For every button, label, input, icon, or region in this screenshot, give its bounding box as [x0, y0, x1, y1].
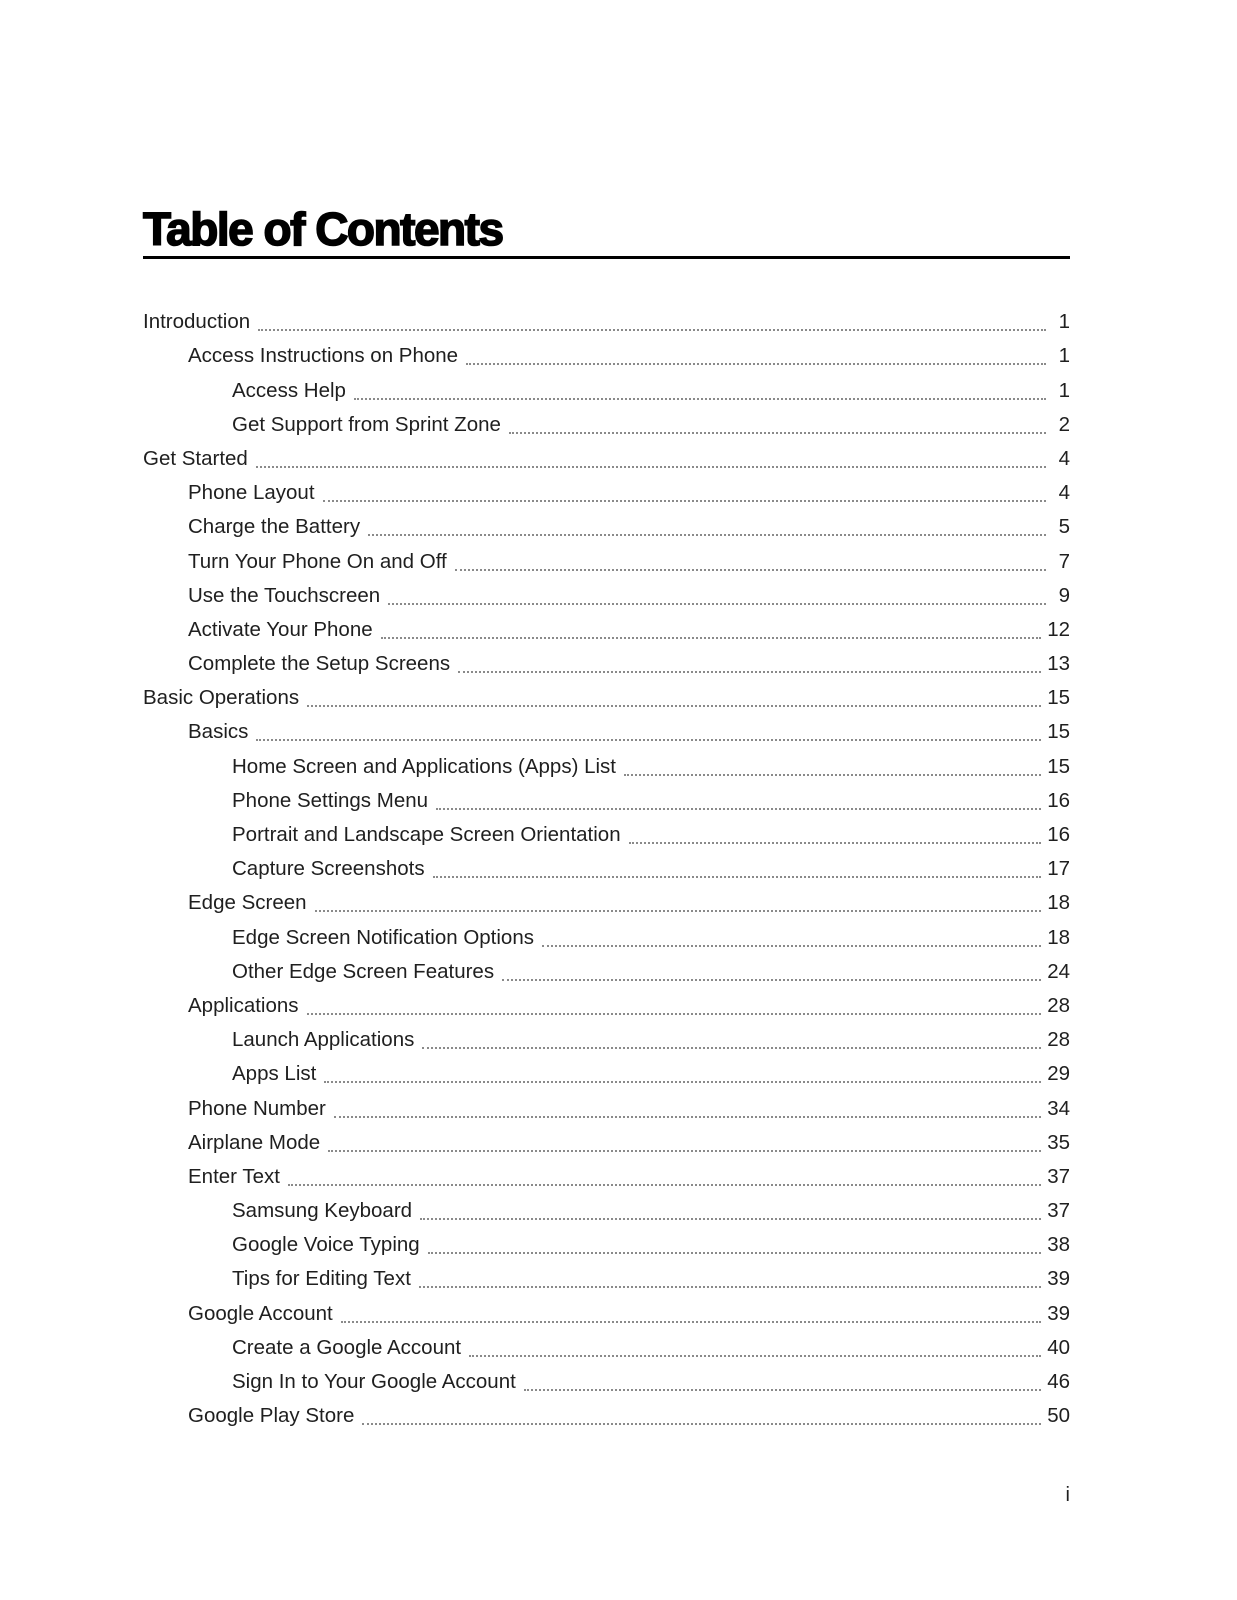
toc-entry-page[interactable]: 34: [1047, 1096, 1070, 1120]
toc-entry-title[interactable]: Use the Touchscreen: [188, 583, 381, 607]
toc-entry-title[interactable]: Airplane Mode: [188, 1130, 321, 1154]
toc-entry[interactable]: [143, 339, 1070, 373]
toc-entry-page[interactable]: 1: [1058, 378, 1070, 402]
dot-leader: [629, 842, 1042, 844]
toc-entry-title[interactable]: Access Help: [232, 378, 346, 402]
toc-entry[interactable]: [143, 647, 1070, 681]
toc-entry[interactable]: [143, 408, 1070, 442]
dot-leader: [307, 1013, 1042, 1015]
dot-leader: [420, 1218, 1041, 1220]
toc-entry[interactable]: [143, 1126, 1070, 1160]
toc-entry[interactable]: [143, 1091, 1070, 1125]
toc-entry-page[interactable]: 9: [1058, 583, 1070, 607]
toc-entry[interactable]: [143, 1262, 1070, 1296]
toc-entry-page[interactable]: 38: [1047, 1233, 1070, 1257]
dot-leader: [502, 979, 1041, 981]
dot-leader: [315, 910, 1042, 912]
toc-entry[interactable]: [143, 476, 1070, 510]
dot-leader: [381, 637, 1042, 639]
dot-leader: [428, 1252, 1042, 1254]
dot-leader: [436, 808, 1041, 810]
title-rule: [143, 256, 1070, 259]
toc-entry-title[interactable]: Home Screen and Applications (Apps) List: [232, 754, 617, 778]
toc-entry-page[interactable]: 1: [1058, 310, 1070, 334]
toc-entry-title[interactable]: Enter Text: [188, 1164, 280, 1188]
toc-entry-title[interactable]: Get Started: [143, 446, 248, 470]
toc-entry-title[interactable]: Edge Screen Notification Options: [232, 925, 534, 949]
toc-entry-title[interactable]: Portrait and Landscape Screen Orientation: [232, 823, 621, 846]
toc-entry-title[interactable]: Get Support from Sprint Zone: [232, 412, 501, 436]
dot-leader: [388, 603, 1046, 605]
page-number: i: [1065, 1484, 1070, 1506]
dot-leader: [466, 363, 1046, 365]
toc-entry[interactable]: [143, 1399, 1070, 1433]
toc-entry[interactable]: [143, 1160, 1070, 1194]
toc-entry-page[interactable]: 37: [1047, 1199, 1070, 1223]
toc-entry[interactable]: [143, 1365, 1070, 1399]
toc-entry[interactable]: [143, 1023, 1070, 1057]
toc-entry[interactable]: [143, 442, 1070, 476]
toc-entry-title[interactable]: Google Account: [188, 1301, 333, 1325]
toc-entry-title[interactable]: Samsung Keyboard: [232, 1199, 413, 1223]
toc-entry-page[interactable]: 4: [1058, 446, 1070, 470]
toc-entry-page[interactable]: 4: [1058, 481, 1070, 505]
toc-entry[interactable]: [143, 1194, 1070, 1228]
table-of-contents: [143, 305, 1070, 1433]
toc-entry-title[interactable]: Apps List: [232, 1062, 317, 1086]
toc-entry[interactable]: [143, 989, 1070, 1023]
dot-leader: [323, 500, 1046, 502]
toc-entry-title[interactable]: Other Edge Screen Features: [232, 959, 495, 983]
toc-entry-page[interactable]: 16: [1047, 788, 1070, 812]
dot-leader: [256, 739, 1041, 741]
dot-leader: [524, 1389, 1041, 1391]
toc-entry-page[interactable]: 39: [1047, 1301, 1070, 1325]
toc-entry[interactable]: [143, 818, 1070, 852]
toc-entry-title[interactable]: Sign In to Your Google Account: [232, 1370, 516, 1393]
toc-entry[interactable]: [143, 613, 1070, 647]
toc-entry-title[interactable]: Google Play Store: [188, 1404, 355, 1428]
toc-entry-title[interactable]: Basic Operations: [143, 686, 300, 710]
toc-entry-page[interactable]: 13: [1047, 652, 1070, 676]
dot-leader: [422, 1047, 1041, 1049]
toc-entry-page[interactable]: 39: [1047, 1267, 1070, 1291]
toc-entry-page[interactable]: 12: [1047, 617, 1070, 641]
dot-leader: [433, 876, 1042, 878]
toc-entry-page[interactable]: 17: [1047, 857, 1070, 881]
toc-entry[interactable]: [143, 510, 1070, 544]
toc-entry-title[interactable]: Google Voice Typing: [232, 1233, 420, 1257]
dot-leader: [324, 1081, 1041, 1083]
toc-entry-page[interactable]: 37: [1047, 1164, 1070, 1188]
dot-leader: [288, 1184, 1041, 1186]
toc-entry-page[interactable]: 15: [1047, 754, 1070, 778]
dot-leader: [258, 329, 1046, 331]
dot-leader: [307, 705, 1041, 707]
toc-entry-page[interactable]: 18: [1047, 925, 1070, 949]
page-title: Table of Contents: [143, 203, 503, 255]
toc-entry-title[interactable]: Capture Screenshots: [232, 857, 425, 881]
toc-entry-page[interactable]: 2: [1058, 412, 1070, 436]
toc-entry[interactable]: [143, 886, 1070, 920]
toc-entry-title[interactable]: Basics: [188, 720, 249, 744]
dot-leader: [509, 432, 1046, 434]
toc-entry-title[interactable]: Introduction: [143, 310, 251, 334]
dot-leader: [362, 1423, 1041, 1425]
dot-leader: [469, 1355, 1041, 1357]
toc-entry-title[interactable]: Turn Your Phone On and Off: [188, 549, 447, 573]
toc-entry-page[interactable]: 24: [1047, 959, 1070, 983]
toc-entry-page[interactable]: 40: [1047, 1335, 1070, 1359]
dot-leader: [334, 1116, 1041, 1118]
toc-entry-page[interactable]: 7: [1058, 549, 1070, 573]
toc-entry-page[interactable]: 15: [1047, 686, 1070, 710]
toc-entry[interactable]: [143, 305, 1070, 339]
dot-leader: [542, 945, 1041, 947]
toc-entry-page[interactable]: 29: [1047, 1062, 1070, 1086]
dot-leader: [354, 398, 1046, 400]
dot-leader: [624, 774, 1041, 776]
dot-leader: [256, 466, 1046, 468]
toc-entry-page[interactable]: 46: [1047, 1370, 1070, 1393]
toc-entry-page[interactable]: 16: [1047, 823, 1070, 846]
toc-entry[interactable]: [143, 1296, 1070, 1330]
toc-entry[interactable]: [143, 579, 1070, 613]
toc-entry-title[interactable]: Phone Number: [188, 1096, 326, 1120]
toc-entry[interactable]: [143, 1057, 1070, 1091]
toc-entry-page[interactable]: 1: [1058, 344, 1070, 368]
toc-entry-title[interactable]: Phone Layout: [188, 481, 315, 505]
toc-entry-title[interactable]: Edge Screen: [188, 891, 307, 915]
toc-entry-title[interactable]: Launch Applications: [232, 1028, 415, 1052]
toc-entry-page[interactable]: 35: [1047, 1130, 1070, 1154]
toc-entry-page[interactable]: 50: [1047, 1404, 1070, 1428]
dot-leader: [368, 534, 1046, 536]
toc-entry-page[interactable]: 28: [1047, 993, 1070, 1017]
toc-entry[interactable]: [143, 373, 1070, 407]
toc-entry-page[interactable]: 18: [1047, 891, 1070, 915]
toc-entry-title[interactable]: Tips for Editing Text: [232, 1267, 411, 1291]
toc-entry-title[interactable]: Applications: [188, 993, 299, 1017]
toc-entry-title[interactable]: Activate Your Phone: [188, 617, 373, 641]
toc-entry[interactable]: [143, 1331, 1070, 1365]
toc-entry-title[interactable]: Phone Settings Menu: [232, 788, 429, 812]
toc-entry[interactable]: [143, 544, 1070, 578]
toc-entry[interactable]: [143, 784, 1070, 818]
dot-leader: [419, 1286, 1041, 1288]
toc-entry-title[interactable]: Complete the Setup Screens: [188, 652, 451, 676]
dot-leader: [458, 671, 1041, 673]
toc-entry-title[interactable]: Charge the Battery: [188, 515, 361, 539]
dot-leader: [341, 1321, 1041, 1323]
toc-entry[interactable]: [143, 715, 1070, 749]
toc-entry-page[interactable]: 15: [1047, 720, 1070, 744]
toc-entry[interactable]: [143, 852, 1070, 886]
toc-entry[interactable]: [143, 681, 1070, 715]
toc-entry-title[interactable]: Create a Google Account: [232, 1335, 462, 1359]
toc-entry-title[interactable]: Access Instructions on Phone: [188, 344, 459, 368]
toc-entry-page[interactable]: 28: [1047, 1028, 1070, 1052]
toc-entry[interactable]: [143, 749, 1070, 783]
toc-entry[interactable]: [143, 955, 1070, 989]
toc-entry[interactable]: [143, 1228, 1070, 1262]
dot-leader: [328, 1150, 1041, 1152]
toc-entry-page[interactable]: 5: [1058, 515, 1070, 539]
toc-entry[interactable]: [143, 920, 1070, 954]
dot-leader: [455, 569, 1046, 571]
